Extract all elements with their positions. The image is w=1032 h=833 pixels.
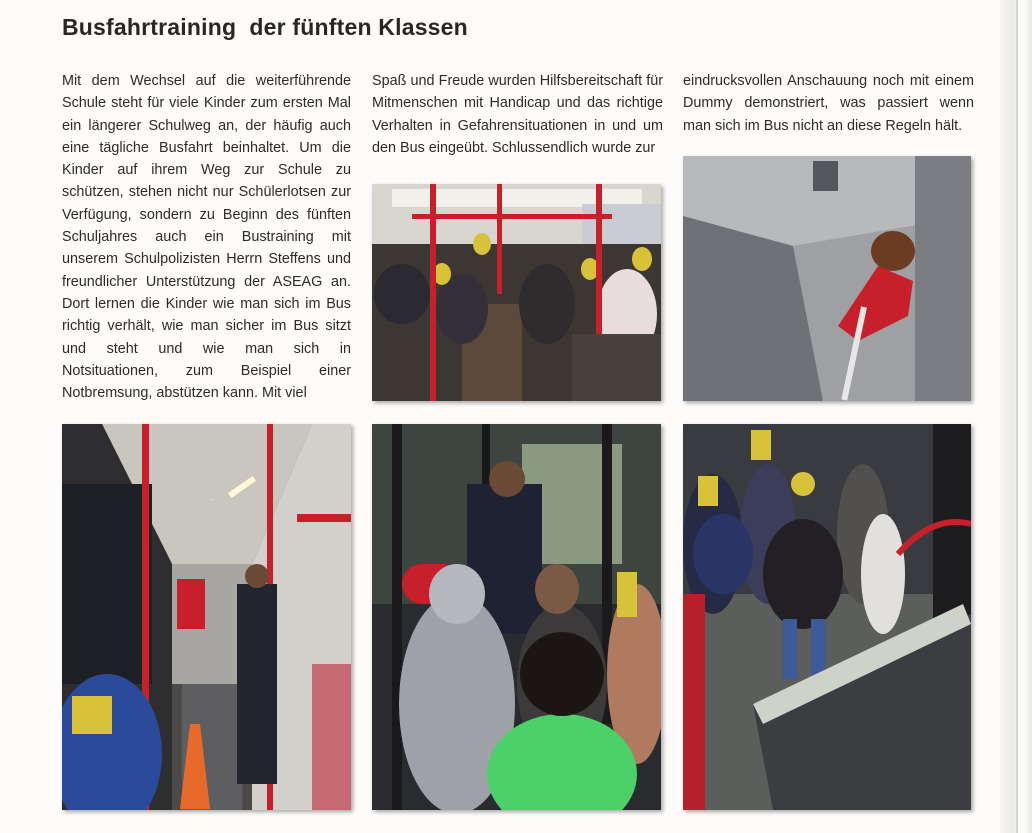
article-title: Busfahrtraining der fünften Klassen (62, 14, 468, 40)
page-binding-line (1016, 0, 1018, 833)
text-column-3: eindrucksvollen Anschauung noch mit einem Dummy demonstriert, was passiert wenn man sich im Bus nicht an diese Regeln hält. (683, 73, 974, 134)
text-column-1: Mit dem Wechsel auf die weiterführende Schule steht für viele Kinder zum ersten Mal ein längerer Schulweg an, der häufig auch eine tägliche Busfahrt beinhaltet. Um die Kinder auf ihrem Weg zur Schule zu schützen, stehen nicht nur Schülerlotsen zur Verfügung, sondern zu Beginn des fünften Schuljahres auch ein Bustraining mit unserem Schulpolizisten Herrn Steffens und freundlicher Unterstützung der ASEAG an. Dort lernen die Kinder wie man sich im Bus richtig verhält, wie man sicher im Bus sitzt und steht und wie man sich in Notsituationen, zum Beispiel einer Notbremsung, abstützen kann. Mit viel (62, 73, 351, 402)
photo-bus-interior-police (62, 424, 351, 810)
photo-dummy-on-bus-floor (683, 156, 971, 401)
text-column-2: Spaß und Freude wurden Hilfsbereitschaft für Mitmenschen mit Handicap und das richtige Verhalten in Gefahrensituationen in und um den Bus eingeübt. Schlussendlich wurde zur (372, 73, 663, 156)
photo-children-seated-in-bus (372, 184, 661, 401)
photo-children-at-bus-door (372, 424, 661, 810)
photo-children-outside-bus (683, 424, 971, 810)
